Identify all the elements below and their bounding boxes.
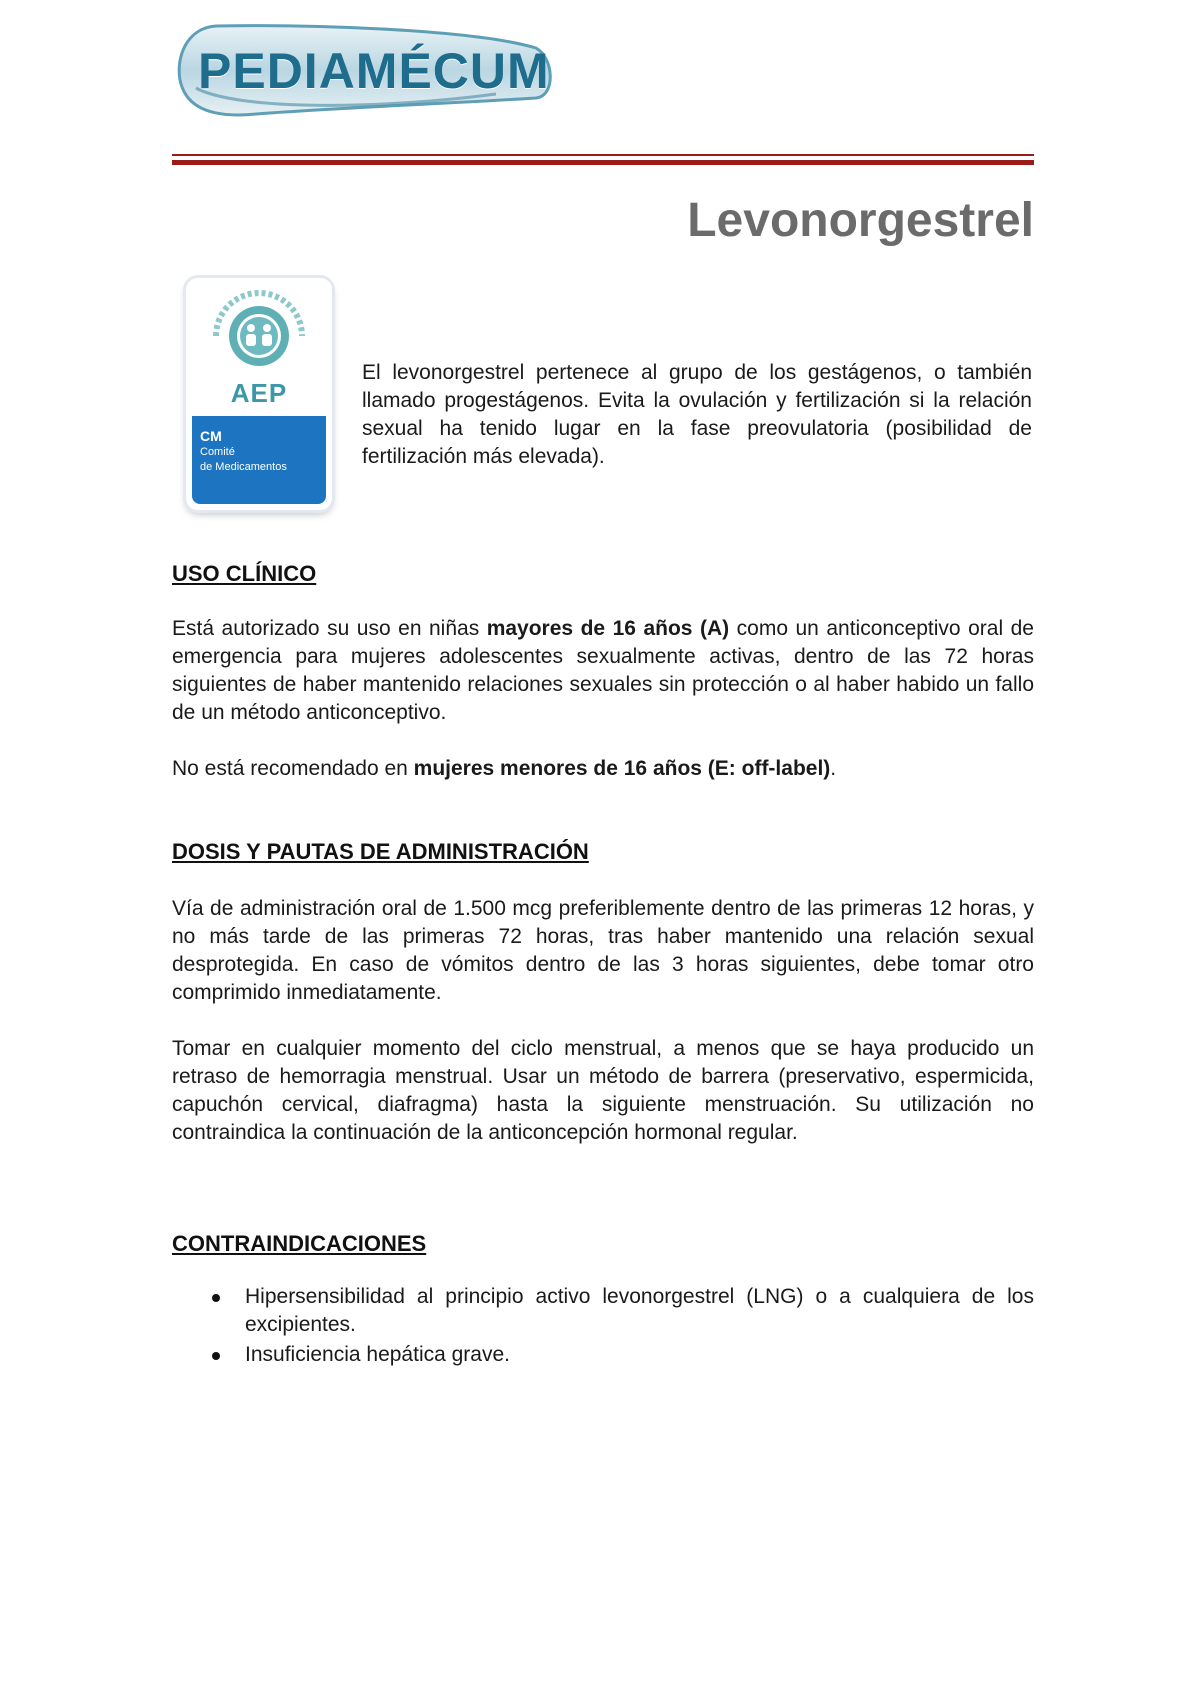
badge-aep-label: AEP (230, 378, 288, 408)
intro-paragraph: El levonorgestrel pertenece al grupo de los gestágenos, o también llamado progestágenos. Evita la ovulación y fertilización si la relación sexual ha tenido lugar en la fase preovulatoria (posibilidad de fertilización más elevada). (362, 361, 1032, 468)
contraindicaciones-list (172, 1283, 1034, 1369)
badge-line1: Comité (200, 446, 235, 458)
badge-cm-label: CM (200, 428, 222, 444)
dosis-paragraph-1: Vía de administración oral de 1.500 mcg preferiblemente dentro de las primeras 12 horas, y no más tarde de las primeras 72 horas, tras haber mantenido una relación sexual desprotegida. En caso de vómitos dentro de las 3 horas siguientes, debe tomar otro comprimido inmediatamente. (172, 897, 1034, 1004)
aep-committee-badge (186, 278, 332, 510)
dosis-heading: DOSIS Y PAUTAS DE ADMINISTRACIÓN (172, 839, 589, 864)
uso-clinico-paragraph-2: No está recomendado en mujeres menores de 16 años (E: off-label). (172, 757, 837, 780)
logo-text: PEDIAMÉCUM (198, 43, 550, 99)
list-item: Hipersensibilidad al principio activo levonorgestrel (LNG) o a cualquiera de los excipientes. (172, 1283, 1034, 1339)
header-rule-thick (172, 160, 1034, 165)
contraindicaciones-heading: CONTRAINDICACIONES (172, 1231, 427, 1256)
list-item: Insuficiencia hepática grave. (172, 1341, 1034, 1369)
uso-clinico-paragraph-1: Está autorizado su uso en niñas mayores de 16 años (A) como un anticonceptivo oral de emergencia para mujeres adolescentes sexualmente activas, dentro de las 72 horas siguientes de haber mantenido relaciones sexuales sin protección o al haber habido un fallo de un método anticonceptivo. (172, 617, 1034, 724)
bullet-icon (212, 1294, 220, 1302)
dosis-paragraph-2: Tomar en cualquier momento del ciclo menstrual, a menos que se haya producido un retraso de hemorragia menstrual. Usar un método de barrera (preservativo, espermicida, capuchón cervical, diafragma) hasta la siguiente menstruación. Su utilización no contraindica la continuación de la anticoncepción hormonal regular. (172, 1037, 1034, 1144)
uso-clinico-heading: USO CLÍNICO (172, 561, 317, 586)
bullet-icon (212, 1352, 220, 1360)
aep-emblem-icon (186, 278, 332, 388)
badge-line2: de Medicamentos (200, 461, 287, 473)
pediamecum-logo (176, 18, 554, 122)
header-rule-thin (172, 154, 1034, 156)
drug-title: Levonorgestrel (687, 194, 1034, 247)
